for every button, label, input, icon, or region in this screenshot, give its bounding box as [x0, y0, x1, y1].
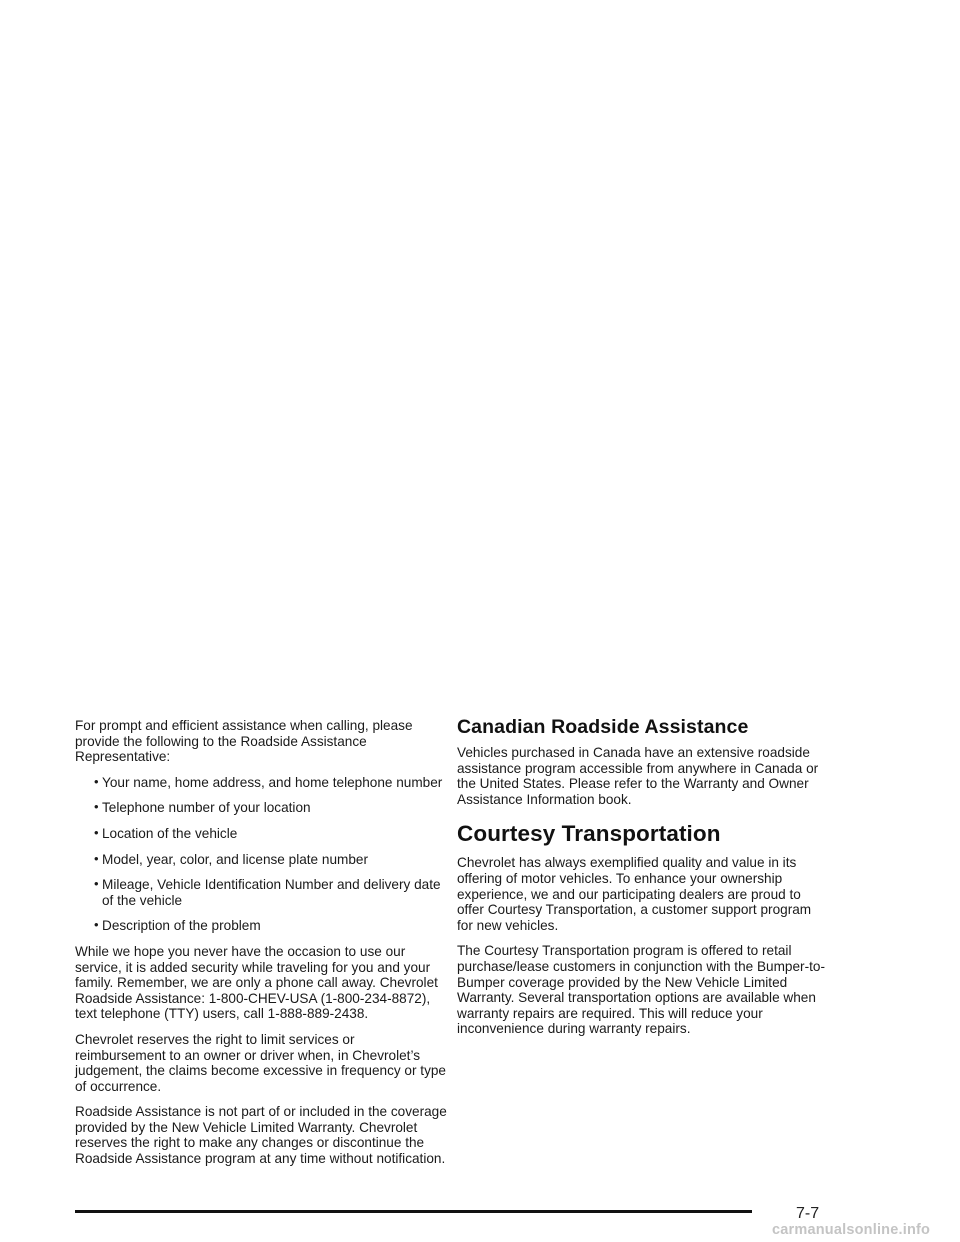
courtesy-paragraph-2: The Courtesy Transportation program is offered to retail purchase/lease customers in conjunction with the Bumper-to-Bumper coverage provided by the New Vehicle Limited Warranty. Several transportation options are available when warranty repairs are required. This will reduce your inconvenience during warranty repairs.	[457, 943, 825, 1037]
required-info-list	[75, 775, 447, 934]
security-paragraph: While we hope you never have the occasion to use our service, it is added security while traveling for you and your family. Remember, we are only a phone call away. Chevrolet Roadside Assistance: 1-800-CHEV-USA (1-800-234-8872), text telephone (TTY) users, call 1-888-889-2438.	[75, 943, 438, 1022]
page-number: 7-7	[796, 1205, 820, 1222]
list-item-text: Telephone number of your location	[102, 800, 311, 816]
warranty-note-paragraph: Roadside Assistance is not part of or included in the coverage provided by the New Vehicle Limited Warranty. Chevrolet reserves the right to make any changes or discontinue the Roadside Assistance program at any time without notification.	[75, 1104, 447, 1167]
courtesy-transportation-heading: Courtesy Transportation	[457, 821, 721, 847]
bullet-icon: •	[94, 850, 99, 866]
canadian-roadside-paragraph: Vehicles purchased in Canada have an extensive roadside assistance program accessible from anywhere in Canada or the United States. Please refer to the Warranty and Owner Assistance Information book.	[457, 745, 819, 807]
list-item-text: Model, year, color, and license plate number	[102, 851, 368, 867]
courtesy-paragraph-1: Chevrolet has always exemplified quality and value in its offering of motor vehicles. To enhance your ownership experience, we and our participating dealers are proud to offer Courtesy Transportation, a customer support program for new vehicles.	[457, 855, 812, 933]
footer-rule	[75, 1210, 752, 1213]
list-item-text: Location of the vehicle	[102, 825, 238, 841]
list-item-text: Description of the problem	[102, 918, 261, 934]
list-item	[75, 918, 447, 934]
bullet-icon: •	[94, 824, 99, 840]
reserves-paragraph: Chevrolet reserves the right to limit services or reimbursement to an owner or driver when, in Chevrolet’s judgement, the claims become excessive in frequency or type of occurrence.	[75, 1031, 446, 1094]
canadian-roadside-heading: Canadian Roadside Assistance	[457, 716, 749, 738]
list-item	[75, 877, 447, 908]
watermark: carmanualsonline.info	[772, 1222, 931, 1238]
list-item	[75, 775, 447, 791]
left-column	[75, 718, 447, 1177]
bullet-icon: •	[94, 917, 99, 933]
bullet-icon: •	[94, 773, 99, 789]
roadside-intro-paragraph: For prompt and efficient assistance when calling, please provide the following to the Roadside Assistance Representative:	[75, 718, 413, 765]
bullet-icon: •	[94, 799, 99, 815]
bullet-icon: •	[94, 876, 99, 892]
right-column	[457, 716, 829, 1047]
list-item	[75, 800, 447, 816]
list-item-text: Your name, home address, and home telephone number	[102, 774, 443, 790]
list-item	[75, 826, 447, 842]
list-item	[75, 852, 447, 868]
list-item-text: Mileage, Vehicle Identification Number and delivery date of the vehicle	[102, 877, 441, 908]
